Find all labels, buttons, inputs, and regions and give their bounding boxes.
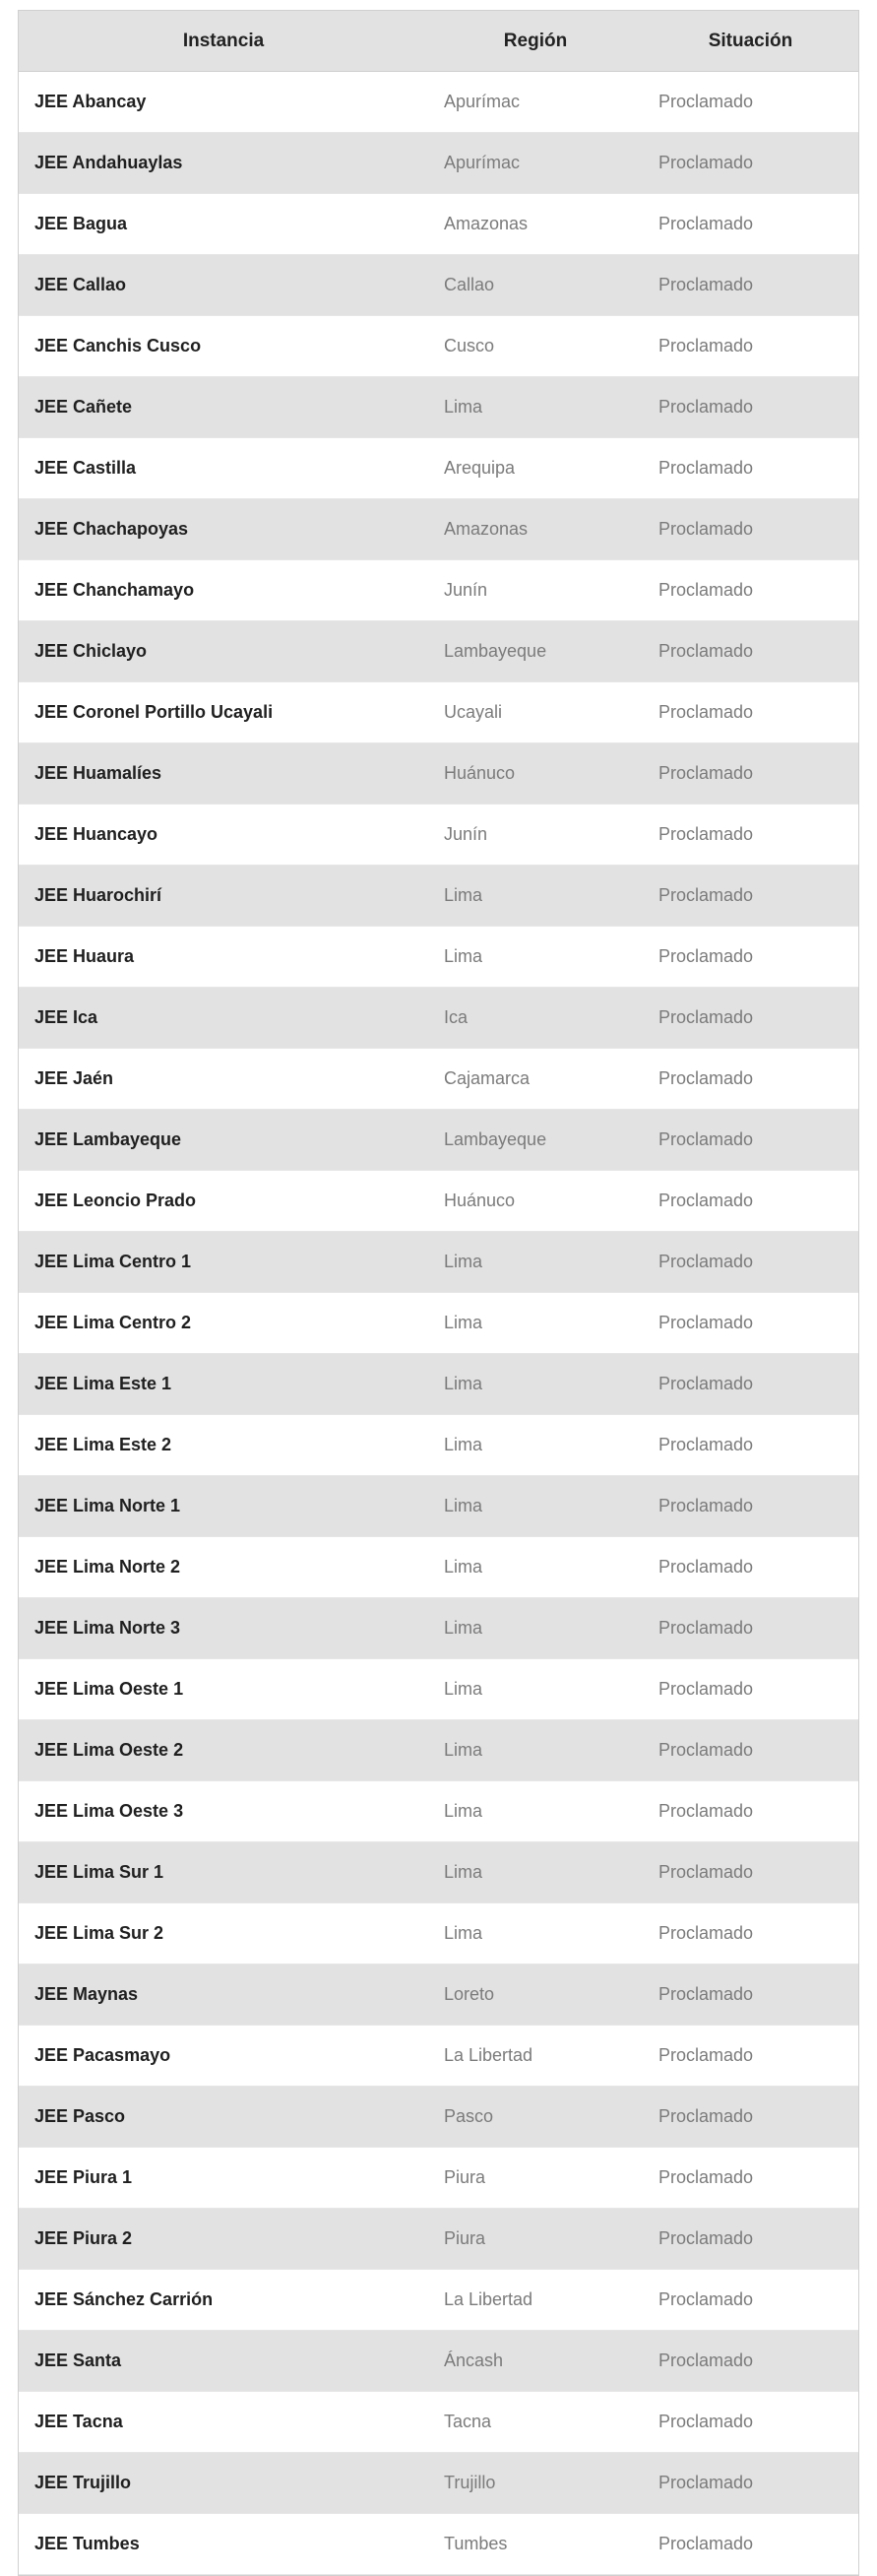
- cell-instancia: JEE Lima Norte 3: [19, 1598, 428, 1659]
- cell-instancia: JEE Trujillo: [19, 2453, 428, 2514]
- cell-instancia: JEE Lima Sur 1: [19, 1842, 428, 1903]
- table-row: [19, 1476, 858, 1537]
- cell-region: Callao: [428, 255, 643, 316]
- cell-region: Lima: [428, 1537, 643, 1598]
- header-row: [19, 11, 858, 72]
- cell-region: Lima: [428, 1354, 643, 1415]
- table-row: [19, 621, 858, 682]
- table-row: [19, 560, 858, 621]
- table-row: [19, 927, 858, 988]
- cell-region: Lima: [428, 866, 643, 927]
- cell-instancia: JEE Piura 1: [19, 2148, 428, 2209]
- cell-instancia: JEE Chanchamayo: [19, 560, 428, 621]
- cell-region: Lima: [428, 1232, 643, 1293]
- cell-instancia: JEE Piura 2: [19, 2209, 428, 2270]
- table-row: [19, 72, 858, 133]
- cell-instancia: JEE Lima Oeste 1: [19, 1659, 428, 1720]
- results-table: [19, 11, 858, 2575]
- table-row: [19, 499, 858, 560]
- cell-region: Huánuco: [428, 743, 643, 805]
- table-row: [19, 1293, 858, 1354]
- cell-instancia: JEE Lima Norte 2: [19, 1537, 428, 1598]
- cell-region: Lima: [428, 1415, 643, 1476]
- table-row: [19, 194, 858, 255]
- cell-situacion: Proclamado: [643, 2392, 858, 2453]
- cell-situacion: Proclamado: [643, 2270, 858, 2331]
- table-row: [19, 1720, 858, 1781]
- cell-situacion: Proclamado: [643, 438, 858, 499]
- table-row: [19, 1049, 858, 1110]
- table-row: [19, 377, 858, 438]
- cell-region: Cajamarca: [428, 1049, 643, 1110]
- cell-instancia: JEE Coronel Portillo Ucayali: [19, 682, 428, 743]
- cell-region: Trujillo: [428, 2453, 643, 2514]
- cell-instancia: JEE Andahuaylas: [19, 133, 428, 194]
- cell-situacion: Proclamado: [643, 2453, 858, 2514]
- cell-situacion: Proclamado: [643, 1964, 858, 2026]
- cell-region: Pasco: [428, 2087, 643, 2148]
- cell-instancia: JEE Pacasmayo: [19, 2026, 428, 2087]
- table-row: [19, 2087, 858, 2148]
- cell-region: La Libertad: [428, 2270, 643, 2331]
- cell-situacion: Proclamado: [643, 1781, 858, 1842]
- cell-instancia: JEE Sánchez Carrión: [19, 2270, 428, 2331]
- table-row: [19, 255, 858, 316]
- table-row: [19, 805, 858, 866]
- table-row: [19, 2514, 858, 2575]
- cell-situacion: Proclamado: [643, 1415, 858, 1476]
- cell-instancia: JEE Lambayeque: [19, 1110, 428, 1171]
- cell-instancia: JEE Pasco: [19, 2087, 428, 2148]
- cell-instancia: JEE Ica: [19, 988, 428, 1049]
- header-instancia: Instancia: [19, 11, 428, 72]
- table-row: [19, 1537, 858, 1598]
- table-row: [19, 2392, 858, 2453]
- cell-region: Lima: [428, 1659, 643, 1720]
- table-row: [19, 743, 858, 805]
- table-row: [19, 988, 858, 1049]
- cell-region: Ucayali: [428, 682, 643, 743]
- cell-situacion: Proclamado: [643, 682, 858, 743]
- cell-situacion: Proclamado: [643, 377, 858, 438]
- table-row: [19, 1354, 858, 1415]
- table-row: [19, 2148, 858, 2209]
- cell-region: Piura: [428, 2209, 643, 2270]
- cell-region: Junín: [428, 805, 643, 866]
- cell-instancia: JEE Callao: [19, 255, 428, 316]
- table-row: [19, 682, 858, 743]
- cell-region: Cusco: [428, 316, 643, 377]
- cell-situacion: Proclamado: [643, 2209, 858, 2270]
- cell-situacion: Proclamado: [643, 1476, 858, 1537]
- cell-situacion: Proclamado: [643, 194, 858, 255]
- table-row: [19, 1842, 858, 1903]
- cell-situacion: Proclamado: [643, 1537, 858, 1598]
- table-row: [19, 1110, 858, 1171]
- header-region: Región: [428, 11, 643, 72]
- cell-region: Amazonas: [428, 499, 643, 560]
- cell-region: Lima: [428, 1476, 643, 1537]
- table-row: [19, 316, 858, 377]
- cell-instancia: JEE Santa: [19, 2331, 428, 2392]
- cell-instancia: JEE Maynas: [19, 1964, 428, 2026]
- cell-region: Lambayeque: [428, 1110, 643, 1171]
- table-row: [19, 1598, 858, 1659]
- cell-region: Tacna: [428, 2392, 643, 2453]
- cell-situacion: Proclamado: [643, 255, 858, 316]
- cell-instancia: JEE Cañete: [19, 377, 428, 438]
- cell-situacion: Proclamado: [643, 1659, 858, 1720]
- cell-situacion: Proclamado: [643, 1903, 858, 1964]
- table-row: [19, 866, 858, 927]
- cell-situacion: Proclamado: [643, 1293, 858, 1354]
- cell-instancia: JEE Huamalíes: [19, 743, 428, 805]
- cell-instancia: JEE Chiclayo: [19, 621, 428, 682]
- cell-region: Tumbes: [428, 2514, 643, 2575]
- cell-region: La Libertad: [428, 2026, 643, 2087]
- table-row: [19, 2331, 858, 2392]
- cell-instancia: JEE Lima Este 1: [19, 1354, 428, 1415]
- table-row: [19, 1415, 858, 1476]
- cell-instancia: JEE Huaura: [19, 927, 428, 988]
- cell-situacion: Proclamado: [643, 1842, 858, 1903]
- cell-region: Lima: [428, 1903, 643, 1964]
- table-row: [19, 1232, 858, 1293]
- cell-situacion: Proclamado: [643, 1354, 858, 1415]
- cell-instancia: JEE Lima Centro 2: [19, 1293, 428, 1354]
- cell-region: Amazonas: [428, 194, 643, 255]
- table-row: [19, 2209, 858, 2270]
- cell-situacion: Proclamado: [643, 316, 858, 377]
- cell-region: Lima: [428, 1842, 643, 1903]
- cell-instancia: JEE Huancayo: [19, 805, 428, 866]
- cell-region: Lima: [428, 1293, 643, 1354]
- cell-region: Ica: [428, 988, 643, 1049]
- table-header: [19, 11, 858, 72]
- cell-instancia: JEE Lima Oeste 3: [19, 1781, 428, 1842]
- cell-region: Lima: [428, 1598, 643, 1659]
- cell-situacion: Proclamado: [643, 1171, 858, 1232]
- cell-situacion: Proclamado: [643, 866, 858, 927]
- cell-region: Áncash: [428, 2331, 643, 2392]
- cell-situacion: Proclamado: [643, 499, 858, 560]
- table-row: [19, 1781, 858, 1842]
- cell-situacion: Proclamado: [643, 72, 858, 133]
- cell-situacion: Proclamado: [643, 1110, 858, 1171]
- cell-instancia: JEE Castilla: [19, 438, 428, 499]
- cell-situacion: Proclamado: [643, 133, 858, 194]
- cell-instancia: JEE Canchis Cusco: [19, 316, 428, 377]
- cell-situacion: Proclamado: [643, 1720, 858, 1781]
- cell-situacion: Proclamado: [643, 621, 858, 682]
- table-body: [19, 72, 858, 2575]
- cell-region: Piura: [428, 2148, 643, 2209]
- table-row: [19, 1903, 858, 1964]
- cell-situacion: Proclamado: [643, 1232, 858, 1293]
- cell-instancia: JEE Huarochirí: [19, 866, 428, 927]
- cell-situacion: Proclamado: [643, 2148, 858, 2209]
- cell-instancia: JEE Lima Centro 1: [19, 1232, 428, 1293]
- header-situacion: Situación: [643, 11, 858, 72]
- table-row: [19, 2026, 858, 2087]
- cell-instancia: JEE Lima Este 2: [19, 1415, 428, 1476]
- cell-situacion: Proclamado: [643, 560, 858, 621]
- cell-instancia: JEE Leoncio Prado: [19, 1171, 428, 1232]
- table-row: [19, 1964, 858, 2026]
- cell-instancia: JEE Bagua: [19, 194, 428, 255]
- cell-instancia: JEE Lima Oeste 2: [19, 1720, 428, 1781]
- results-table-container: [18, 10, 859, 2576]
- cell-instancia: JEE Lima Sur 2: [19, 1903, 428, 1964]
- cell-situacion: Proclamado: [643, 805, 858, 866]
- cell-situacion: Proclamado: [643, 2331, 858, 2392]
- table-row: [19, 133, 858, 194]
- table-row: [19, 2270, 858, 2331]
- cell-situacion: Proclamado: [643, 988, 858, 1049]
- cell-region: Junín: [428, 560, 643, 621]
- cell-region: Loreto: [428, 1964, 643, 2026]
- cell-region: Lima: [428, 927, 643, 988]
- cell-region: Apurímac: [428, 72, 643, 133]
- table-row: [19, 438, 858, 499]
- cell-instancia: JEE Abancay: [19, 72, 428, 133]
- cell-region: Lima: [428, 1720, 643, 1781]
- cell-instancia: JEE Tacna: [19, 2392, 428, 2453]
- cell-situacion: Proclamado: [643, 1598, 858, 1659]
- cell-instancia: JEE Jaén: [19, 1049, 428, 1110]
- cell-situacion: Proclamado: [643, 1049, 858, 1110]
- cell-instancia: JEE Lima Norte 1: [19, 1476, 428, 1537]
- cell-region: Apurímac: [428, 133, 643, 194]
- cell-situacion: Proclamado: [643, 2514, 858, 2575]
- table-row: [19, 1659, 858, 1720]
- cell-situacion: Proclamado: [643, 743, 858, 805]
- cell-region: Lima: [428, 377, 643, 438]
- table-row: [19, 2453, 858, 2514]
- cell-situacion: Proclamado: [643, 2087, 858, 2148]
- cell-situacion: Proclamado: [643, 927, 858, 988]
- cell-instancia: JEE Tumbes: [19, 2514, 428, 2575]
- cell-region: Arequipa: [428, 438, 643, 499]
- cell-region: Huánuco: [428, 1171, 643, 1232]
- cell-region: Lambayeque: [428, 621, 643, 682]
- table-row: [19, 1171, 858, 1232]
- cell-instancia: JEE Chachapoyas: [19, 499, 428, 560]
- cell-region: Lima: [428, 1781, 643, 1842]
- cell-situacion: Proclamado: [643, 2026, 858, 2087]
